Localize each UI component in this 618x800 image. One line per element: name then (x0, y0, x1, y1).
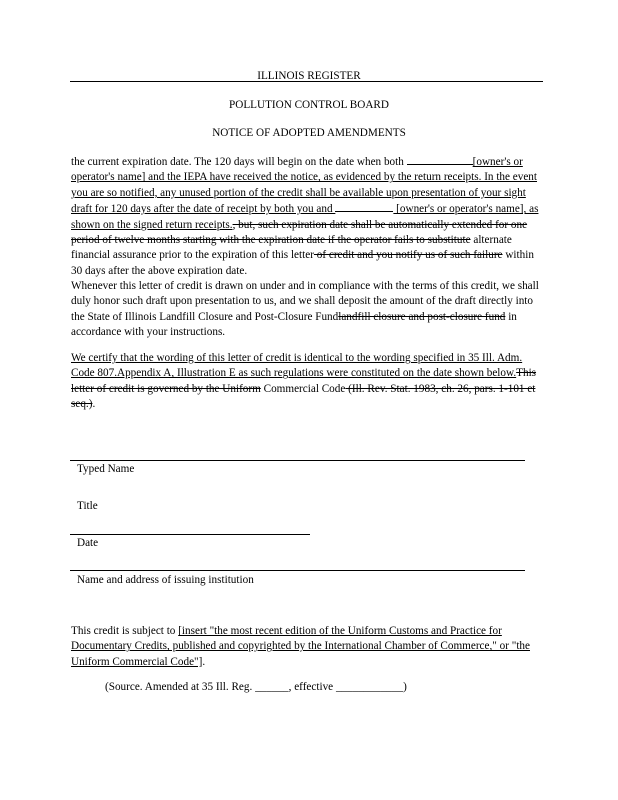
para3-deleted-2: (Ill. Rev. Stat. 1983, ch. 26, pars. 1-101 et seq.) (71, 382, 536, 411)
para1-deleted-2: of credit and you notify us of such failure (313, 249, 503, 262)
para1-blank-2 (335, 201, 393, 212)
notice-title: NOTICE OF ADOPTED AMENDMENTS (212, 127, 406, 139)
para1-deleted-1: , but, such expiration date shall be automatically extended for one period of twelve months starting with the expiration date if the operator fails to substitute (71, 218, 528, 247)
para4-text-1: This credit is subject to (71, 625, 179, 637)
para2-text-1: Whenever this letter of credit is drawn on under and in compliance with the terms of this credit, we shall duly honor such draft upon presentation to us, and we shall deposit the amount of the draft directly into the State of Illinois Landfill Closure and Post-Closure Fund (71, 280, 539, 323)
para1-text-1: the current expiration date. The 120 days will begin on the date when both (71, 156, 407, 168)
para3-period: . (92, 398, 96, 411)
para1-text-2: alternate financial assurance prior to the expiration of this letter (71, 234, 512, 262)
para1-inserted-2: [owner's or operator's name], as shown on the signed return receipts. (71, 203, 539, 231)
para1-inserted-1: [owner's or operator's name] and the IEPA have received the notice, as evidenced by the return receipts. In the event you are so notified, any unused portion of the credit shall be available upon presentation of your sight draft for 120 days after the date of receipt by both you and (71, 156, 538, 216)
title-label: Title (77, 500, 98, 512)
para2-text-2: in accordance with your instructions. (71, 310, 517, 339)
para1-text-3: within 30 days after the above expiration date. (71, 249, 534, 277)
subject-paragraph (71, 624, 542, 670)
para3-text: Commercial Code (260, 382, 346, 395)
para2-deleted: landfill closure and post-closure fund (338, 310, 506, 323)
institution-line (70, 570, 525, 571)
source-note: (Source. Amended at 35 Ill. Reg. ______, effective ____________) (105, 681, 407, 693)
certify-paragraph (71, 351, 542, 413)
para4-text-2: . (202, 655, 206, 668)
expiration-paragraph (71, 154, 542, 279)
draft-paragraph (71, 279, 542, 341)
header-rule (70, 81, 543, 82)
board-title: POLLUTION CONTROL BOARD (229, 99, 389, 111)
typed-name-line (70, 460, 525, 461)
date-line (70, 534, 310, 535)
date-label: Date (77, 537, 99, 549)
para4-inserted: [insert "the most recent edition of the Uniform Customs and Practice for Documentary Credits, published and copyrighted by the International Chamber of Commerce," or "the Uniform Commercial Code"] (71, 625, 530, 668)
institution-label: Name and address of issuing institution (77, 574, 254, 586)
para3-deleted-1: This letter of credit is governed by the Uniform (71, 367, 537, 395)
typed-name-label: Typed Name (77, 463, 135, 475)
para1-blank-1 (407, 154, 473, 165)
para3-inserted: We certify that the wording of this letter of credit is identical to the wording specified in 35 Ill. Adm. Code 807.Appendix A, Illustration E as such regulations were constituted on the date shown below. (71, 352, 523, 380)
register-title: ILLINOIS REGISTER (257, 70, 361, 82)
